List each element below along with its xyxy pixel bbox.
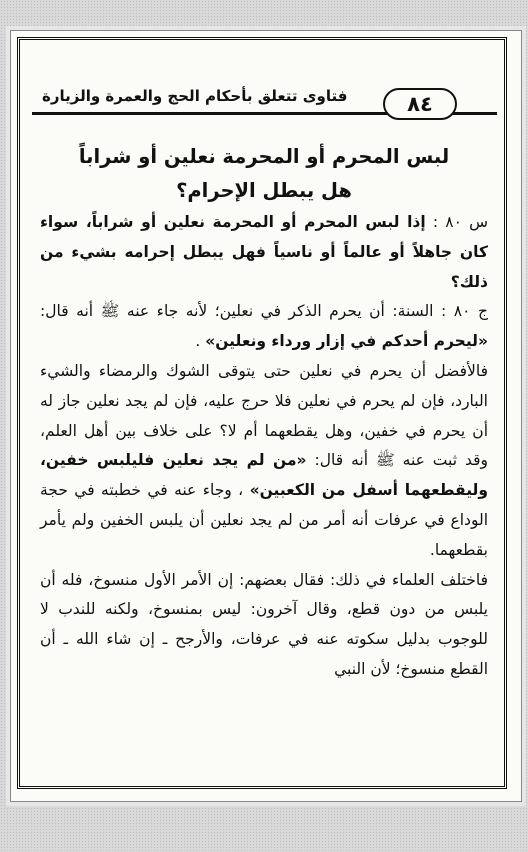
question-text: إذا لبس المحرم أو المحرمة نعلين أو شراباً، سواء كان جاهلاً أو عالماً أو ناسياً فهل يبطل إحرامه بشيء من ذلك؟ [40, 213, 488, 291]
answer-label: ج ٨٠ : [441, 302, 488, 321]
body-paragraph-2 [40, 357, 488, 566]
body-paragraph-3: فاختلف العلماء في ذلك: فقال بعضهم: إن الأمر الأول منسوخ، فله أن يلبس من دون قطع، وقال آخرون: ليس بمنسوخ، ولكنه للندب لا للوجوب بدليل سكوته عنه في عرفات، والأرجح ـ إن شاء الله ـ أن القطع منسوخ؛ لأن النبي [40, 570, 488, 678]
page-body [40, 140, 488, 685]
hadith-quote-1: «ليحرم أحدكم في إزار ورداء ونعلين» [205, 332, 488, 351]
section-heading-line2: هل يبطل الإحرام؟ [176, 179, 352, 202]
hadith-quote-2: «من لم يجد نعلين فليلبس خفين، وليقطعهما أسفل من الكعبين» [40, 451, 488, 500]
section-heading-line1: لبس المحرم أو المحرمة نعلين أو شراباً [78, 145, 450, 168]
page-header [32, 82, 497, 126]
body-paragraph-2-text: فالأفضل أن يحرم في نعلين حتى يتوقى الشوك والرمضاء والشيء البارد، فإن لم يحرم في نعلين فلا حرج عليه، فإن لم يجد نعلين جاز له أن يحرم في خفين، وهل يقطعهما أم لا؟ على خلاف بين أهل العلم، وقد ثبت عنه ﷺ أنه قال: [40, 361, 488, 470]
answer-intro-text: السنة: أن يحرم الذكر في نعلين؛ لأنه جاء عنه ﷺ أنه قال: [40, 302, 434, 321]
question-paragraph [40, 208, 488, 297]
running-title: فتاوى تتعلق بأحكام الحج والعمرة والزيارة [38, 84, 351, 108]
page-number: ٨٤ [383, 88, 457, 120]
hadith-quote-1-end: . [195, 332, 201, 351]
question-label: س ٨٠ : [432, 213, 488, 231]
body-paragraph-2-end: ، وجاء عنه في خطبته في حجة الوداع في عرفات أنه أمر من لم يجد نعلين أن يلبس الخفين ولم يأمر بقطعهما. [40, 481, 488, 559]
answer-paragraph [40, 297, 488, 357]
